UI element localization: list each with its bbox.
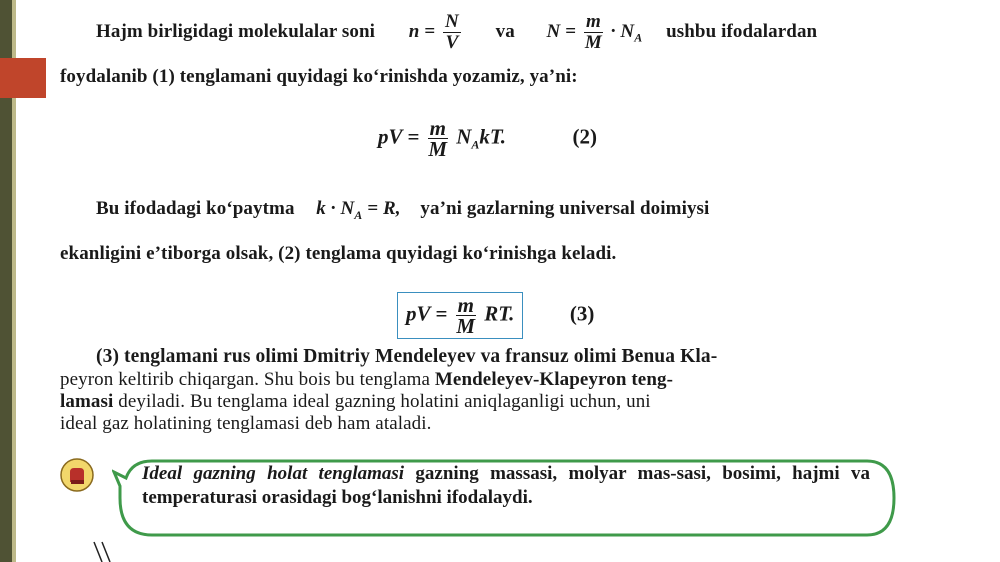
paragraph2-line1 <box>96 198 946 223</box>
equation-rhs-tail: kT. <box>479 124 507 149</box>
text-segment: ushbu ifodalardan <box>666 20 818 42</box>
text-segment: ya’ni gazlarning universal doimiysi <box>420 198 710 219</box>
paragraph3-line4: ideal gaz holatining tenglamasi deb ham ataladi. <box>60 413 432 434</box>
equation-number: (2) <box>572 124 598 149</box>
fraction-numerator: m <box>429 116 446 140</box>
subscript-A: A <box>471 137 480 152</box>
text-va: va <box>495 20 515 42</box>
equation-3 <box>397 292 594 339</box>
term-bold: Mendeleyev-Klapeyron teng- <box>434 369 674 390</box>
text-segment: peyron keltirib chiqargan. Shu bois bu tenglama <box>60 369 431 390</box>
note-text <box>142 462 870 510</box>
note-body: gazning massasi, molyar mas-sasi, bosimi, hajmi va temperaturasi orasidagi bog‘lanishni ifodalaydi. <box>142 463 871 508</box>
math-N: N = <box>546 20 577 42</box>
paragraph3-line1: (3) tenglamani rus olimi Dmitriy Mendeleyev va fransuz olimi Benua Kla- <box>96 346 718 367</box>
fraction-numerator: N <box>445 11 459 32</box>
text-segment: Bu ifodadagi ko‘paytma <box>96 198 295 219</box>
equation-rhs: RT. <box>484 301 515 326</box>
paragraph2-line2: ekanligini e’tiborga olsak, (2) tenglama quyidagi ko‘rinishga keladi. <box>60 243 617 264</box>
decorative-corner-lines <box>92 538 116 562</box>
fraction-denominator: M <box>456 314 476 338</box>
fraction-denominator: V <box>445 32 459 53</box>
fraction-numerator: m <box>585 11 601 32</box>
paragraph1-line1 <box>96 12 946 53</box>
note-hand-icon <box>60 458 94 492</box>
fraction-m-over-M <box>584 12 603 53</box>
equation-number: (3) <box>569 301 595 326</box>
term-bold: lamasi <box>60 391 114 412</box>
paragraph3-line3 <box>60 391 651 413</box>
boxed-equation <box>397 292 523 339</box>
red-marker <box>0 58 46 98</box>
math-NA: · N <box>610 20 635 42</box>
paragraph1-line2: foydalanib (1) tenglamani quyidagi ko‘rinishda yozamiz, ya’ni: <box>60 66 578 87</box>
note-term: Ideal gazning holat tenglamasi <box>142 463 405 484</box>
equation-fraction <box>456 295 476 336</box>
fraction-n-over-v <box>443 12 461 53</box>
math-n: n = <box>408 20 436 42</box>
subscript-A: A <box>634 30 643 45</box>
equation-lhs: pV = <box>378 124 420 149</box>
math-k-NA: k · N <box>316 198 355 219</box>
equation-lhs: pV = <box>406 301 448 326</box>
subscript-A: A <box>354 207 363 222</box>
equation-rhs: N <box>456 124 472 149</box>
equation-fraction <box>428 118 448 159</box>
fraction-denominator: M <box>428 137 448 161</box>
equation-2 <box>378 118 597 159</box>
text-segment: Hajm birligidagi molekulalar soni <box>96 20 376 42</box>
fraction-denominator: M <box>584 32 602 53</box>
paragraph3-line2 <box>60 369 673 391</box>
fraction-numerator: m <box>457 293 474 317</box>
text-segment: deyiladi. Bu tenglama ideal gazning holatini aniqlaganligi uchun, uni <box>118 391 651 412</box>
math-equals-R: = R, <box>367 198 401 219</box>
